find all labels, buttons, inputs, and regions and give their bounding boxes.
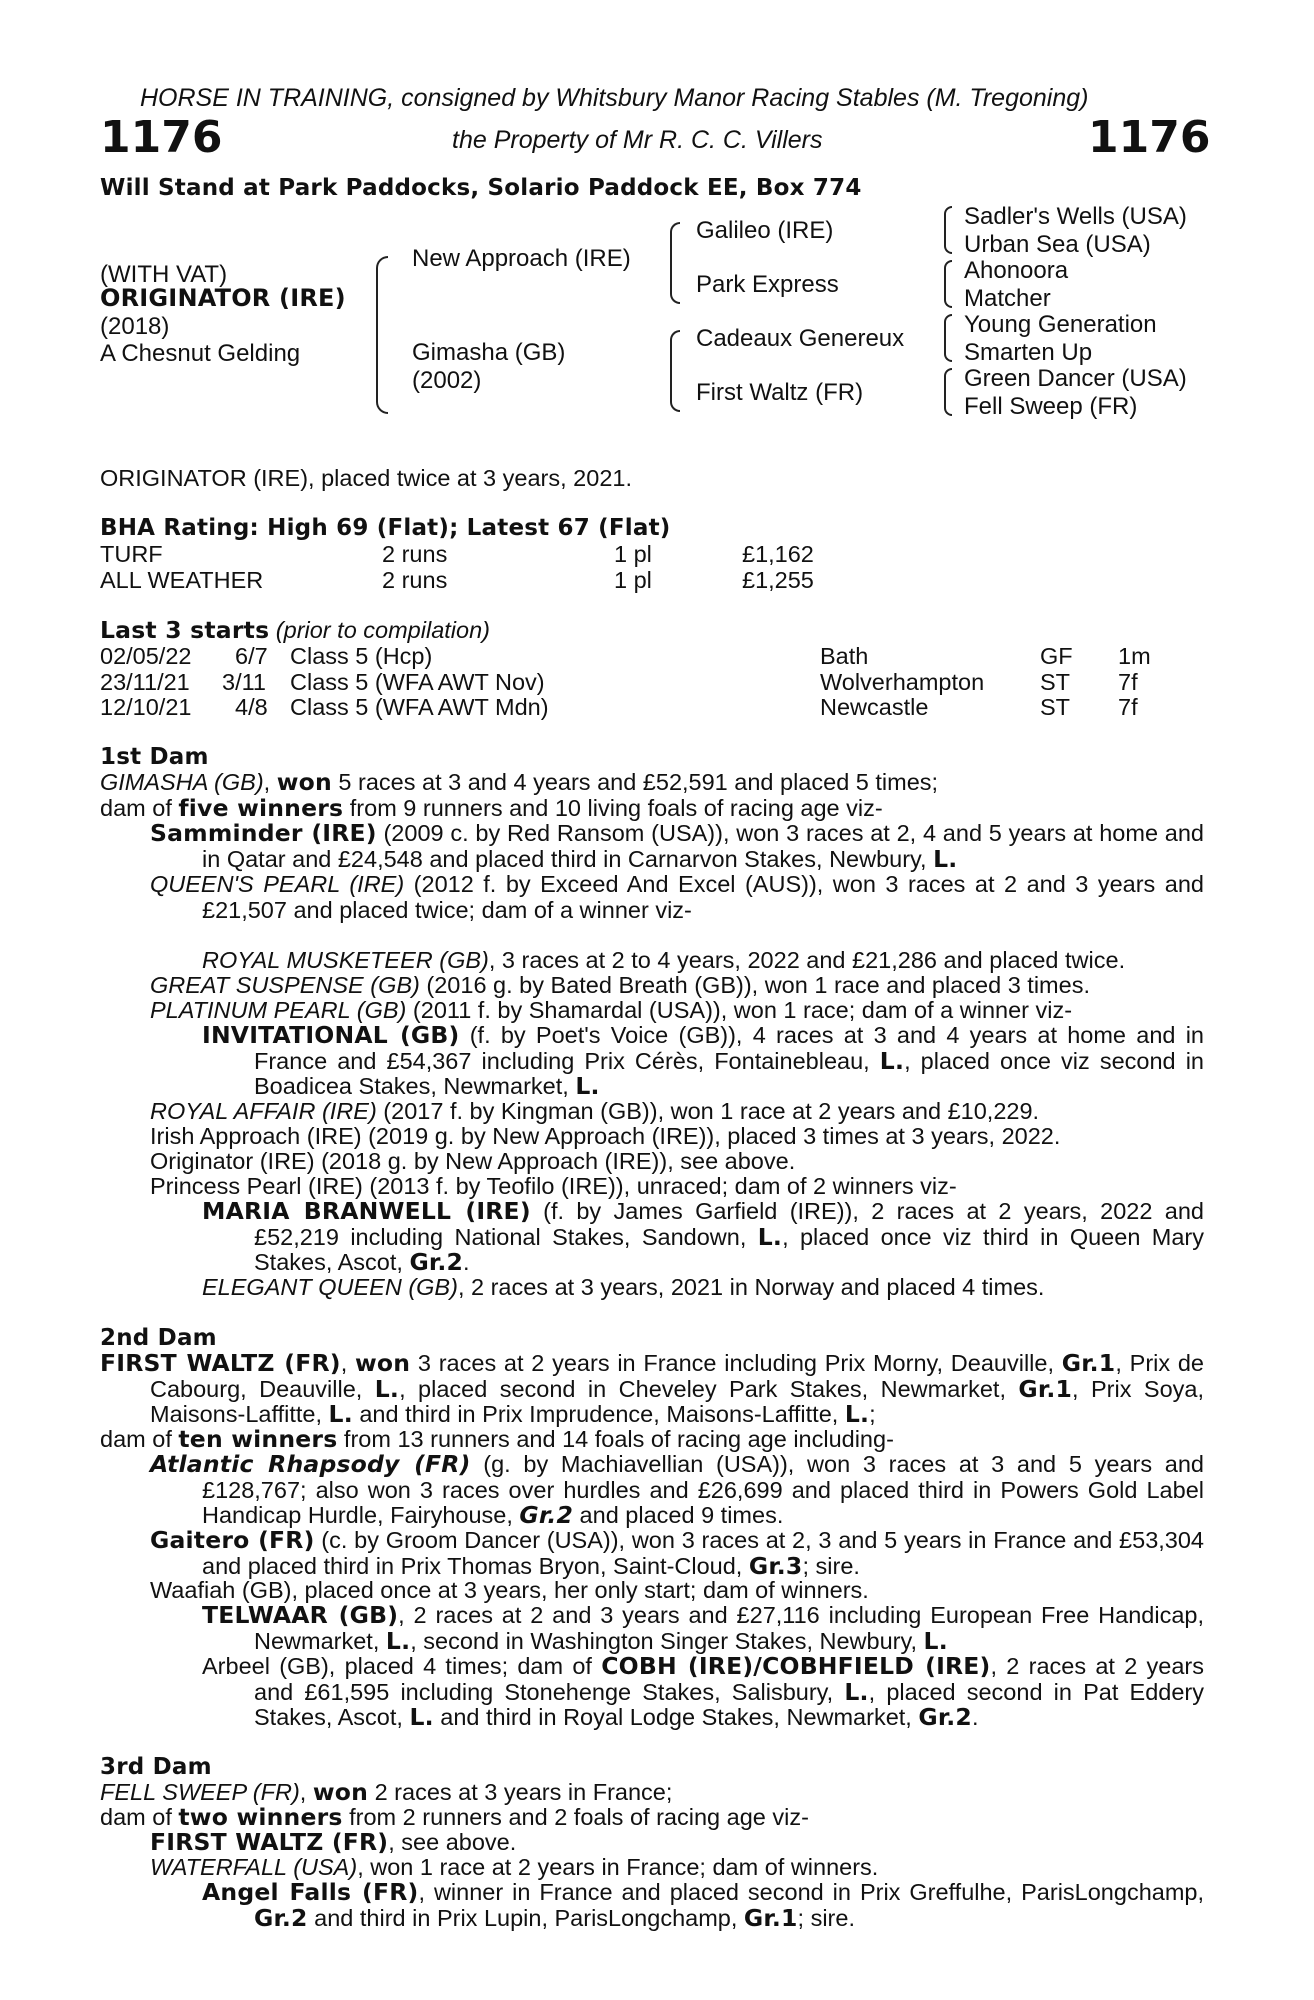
entry-first-waltz [150,1830,516,1856]
rating-placed: 1 pl [614,541,652,567]
first-waltz-text-2: Prix de Cabourg, Deauville, [150,1350,1204,1402]
telwaar-name: TELWAAR (GB) [202,1601,399,1629]
group2-tag: Gr.2 [519,1501,574,1529]
entry-gaitero [150,1528,1204,1579]
waterfall-text: , won 1 race at 2 years in France; dam of winners. [357,1854,879,1880]
first-waltz-won: won [354,1349,411,1377]
great-suspense-text: (2016 g. by Bated Breath (GB)), won 1 race and placed 3 times. [419,972,1090,998]
listed-tag: L. [933,844,958,873]
group1-tag: Gr.1 [1018,1374,1073,1403]
first-waltz-name: FIRST WALTZ (FR) [100,1349,341,1377]
start-race: Class 5 (WFA AWT Nov) [290,669,545,695]
start-going: ST [1040,669,1071,695]
waterfall-name: WATERFALL (USA) [150,1854,358,1880]
dam3-record [100,1780,672,1806]
listed-tag: L. [879,1046,905,1075]
dam-sire: Cadeaux Genereux [696,325,905,352]
granddam-4: Fell Sweep (FR) [964,393,1138,420]
horse-name: ORIGINATOR (IRE) [100,284,346,312]
dam2-produce-text: from 13 runners and 14 foals of racing age including- [337,1426,894,1452]
dam1-winners: five winners [178,794,344,822]
invitational-name: INVITATIONAL (GB) [202,1021,460,1049]
g-brace-1 [944,206,952,254]
start-race: Class 5 (Hcp) [290,643,433,669]
start-distance: 7f [1118,669,1138,695]
gaitero-text-2: ; sire. [802,1552,860,1579]
listed-tag: L. [385,1626,411,1655]
entry-irish-approach: Irish Approach (IRE) (2019 g. by New Approach (IRE)), placed 3 times at 3 years, 2022. [150,1123,1061,1149]
start-going: ST [1040,694,1071,720]
bha-rating: BHA Rating: High 69 (Flat); Latest 67 (Flat) [100,515,671,541]
horse-description: A Chesnut Gelding [100,340,301,367]
sep: , [1115,1350,1130,1376]
consignment-line: HORSE IN TRAINING, consigned by Whitsbury Manor Racing Stables (M. Tregoning) [140,84,1089,112]
group1-tag: Gr.1 [743,1903,798,1932]
entry-angel-falls [202,1880,1204,1931]
lot-number-right: 1176 [1088,112,1211,163]
invitational-text: (f. by Poet's Voice (GB)), 4 races at 3 and 4 years at home and in France and £54,367 including Prix Cérès, Fontainebleau, [254,1022,1204,1074]
start-date: 12/10/21 [100,694,192,720]
last-starts-heading [100,618,490,644]
maria-branwell-text-2: , placed once viz third in Queen Mary Stakes, Ascot, [254,1223,1204,1275]
semicolon: ; [869,1401,876,1427]
granddam-1: Urban Sea (USA) [964,231,1151,258]
queens-pearl-text: (2012 f. by Exceed And Excel (AUS)), won 3 races at 2 and 3 years and £21,507 and placed twice; dam of a winner viz- [202,871,1204,923]
dam-year: (2002) [412,367,482,394]
queens-pearl-name: QUEEN'S PEARL (IRE) [150,871,405,897]
invitational-text-2: , placed once viz second in Boadicea Stakes, Newmarket, [254,1047,1204,1099]
listed-tag: L. [757,1222,783,1251]
entry-originator: Originator (IRE) (2018 g. by New Approach (IRE)), see above. [150,1148,796,1174]
entry-waterfall [150,1855,878,1881]
start-course: Wolverhampton [820,669,985,695]
royal-musketeer-text: , 3 races at 2 to 4 years, 2022 and £21,286 and placed twice. [488,947,1126,973]
fell-sweep-text: 2 races at 3 years in France; [368,1779,673,1805]
entry-elegant-queen [202,1275,1044,1301]
group1-tag: Gr.1 [1061,1349,1116,1377]
fell-sweep-won: won [312,1778,369,1806]
start-position: 4/8 [235,694,268,720]
first-waltz-text-4: Prix Soya, Maisons-Laffitte, [150,1375,1204,1427]
atlantic-rhapsody-name: Atlantic Rhapsody (FR) [150,1450,471,1478]
start-course: Newcastle [820,694,929,720]
listed-tag: L. [409,1703,434,1731]
entry-royal-affair [150,1099,1039,1125]
group2-tag: Gr.2 [254,1903,308,1932]
sep: , [340,1350,355,1376]
listed-tag: L. [575,1072,600,1100]
sire: New Approach (IRE) [412,245,631,272]
first-waltz-text-3: , placed second in Cheveley Park Stakes, Newmarket, [399,1375,1019,1402]
telwaar-text-2: , second in Washington Singer Stakes, Newbury, [410,1627,924,1654]
atlantic-rhapsody-text: (g. by Machiavellian (USA)), won 3 races at 3 and 5 years and £128,767; also won 3 races over hurdles and £26,699 and placed third in Powers Gold Label Handicap Hurdle, Fairyhouse, [202,1451,1205,1528]
angel-falls-name: Angel Falls (FR) [202,1878,419,1906]
start-going: GF [1040,643,1073,669]
cobh-name: COBH (IRE)/COBHFIELD (IRE) [601,1652,991,1680]
group2-tag: Gr.2 [918,1703,972,1731]
entry-waafiah: Waafiah (GB), placed once at 3 years, her only start; dam of winners. [150,1577,869,1603]
dam1-sep: , [263,769,277,795]
start-position: 3/11 [222,669,266,695]
group2-tag: Gr.2 [409,1248,464,1276]
entry-arbeel [202,1654,1204,1731]
first-waltz-text: , see above. [388,1829,517,1855]
dam1-produce [100,796,1210,822]
rating-earnings: £1,162 [742,541,814,567]
dam1-won: won [276,768,332,796]
start-distance: 1m [1118,643,1151,669]
sire-brace [670,222,680,304]
rating-placed: 1 pl [614,567,652,593]
last-starts-note: (prior to compilation) [275,617,490,643]
listed-tag: L. [844,1400,870,1428]
platinum-pearl-name: PLATINUM PEARL (GB) [150,997,407,1023]
dam2-winners: ten winners [178,1425,338,1453]
entry-atlantic-rhapsody [150,1452,1204,1529]
arbeel-text: Arbeel (GB), placed 4 times; dam of [202,1653,602,1679]
listed-tag: L. [328,1400,353,1428]
entry-samminder [150,821,1204,872]
vat-label: (WITH VAT) [100,261,228,288]
pedigree-brace [376,256,388,414]
entry-telwaar [202,1603,1204,1654]
grandsire-2: Ahonoora [964,257,1069,284]
maria-branwell-name: MARIA BRANWELL (IRE) [202,1197,531,1225]
start-distance: 7f [1118,694,1138,720]
cobh-text-2: , placed second in Pat Eddery Stakes, Ascot, [254,1678,1204,1730]
dam1-record [100,770,1210,796]
period: . [463,1249,470,1275]
great-suspense-name: GREAT SUSPENSE (GB) [150,972,420,998]
entry-princess-pearl: Princess Pearl (IRE) (2013 f. by Teofilo (IRE)), unraced; dam of 2 winners viz- [150,1173,957,1199]
gaitero-text: (c. by Groom Dancer (USA)), won 3 races at 2, 3 and 5 years in France and £53,304 and placed third in Prix Thomas Bryon, Saint-Cloud, [202,1527,1204,1579]
dam-dam: First Waltz (FR) [696,379,864,406]
rating-runs: 2 runs [382,567,448,593]
race-summary: ORIGINATOR (IRE), placed twice at 3 years, 2021. [100,465,632,491]
elegant-queen-name: ELEGANT QUEEN (GB) [202,1274,458,1300]
telwaar-text: , 2 races at 2 and 3 years and £27,116 including European Free Handicap, Newmarket, [254,1602,1204,1654]
dam2-produce [100,1427,894,1453]
dam-brace [670,330,680,412]
royal-affair-text: (2017 f. by Kingman (GB)), won 1 race at 2 years and £10,229. [376,1098,1040,1124]
sire-sire: Galileo (IRE) [696,217,834,244]
royal-musketeer-name: ROYAL MUSKETEER (GB) [202,947,489,973]
listed-tag: L. [374,1374,400,1403]
entry-queens-pearl [150,872,1204,923]
first-waltz-name: FIRST WALTZ (FR) [150,1828,389,1856]
dam3-damof: dam of [100,1804,179,1830]
dam3-winners: two winners [178,1803,343,1831]
period: . [971,1704,979,1730]
sep: , [1072,1375,1091,1402]
grandsire-3: Young Generation [964,311,1157,338]
cobh-text: , 2 races at 2 years and £61,595 including Stonehenge Stakes, Salisbury, [254,1653,1205,1705]
lot-number-left: 1176 [100,112,223,163]
angel-falls-text: , winner in France and placed second in Prix Greffulhe, ParisLongchamp, [418,1879,1205,1905]
rating-runs: 2 runs [382,541,448,567]
rating-surface: TURF [100,541,163,567]
property-line: the Property of Mr R. C. C. Villers [452,126,823,154]
granddam-2: Matcher [964,285,1051,312]
listed-tag: L. [844,1677,869,1706]
dam2-damof: dam of [100,1426,179,1452]
royal-affair-name: ROYAL AFFAIR (IRE) [150,1098,377,1124]
gaitero-name: Gaitero (FR) [150,1526,315,1554]
rating-surface: ALL WEATHER [100,567,264,593]
granddam-3: Smarten Up [964,339,1093,366]
elegant-queen-text: , 2 races at 3 years, 2021 in Norway and placed 4 times. [457,1274,1045,1300]
dam1-damof: dam of [100,795,179,821]
entry-great-suspense [150,973,1090,999]
start-course: Bath [820,643,869,669]
start-date: 23/11/21 [100,669,190,695]
horse-year: (2018) [100,313,170,340]
entry-platinum-pearl [150,998,1072,1024]
g-brace-3 [944,314,952,362]
dam1-title: 1st Dam [100,744,209,770]
dam3-produce [100,1805,809,1831]
dam2-record [100,1351,1204,1428]
listed-tag: L. [923,1626,948,1655]
cobh-text-3: and third in Royal Lodge Stakes, Newmarket, [433,1704,919,1730]
group3-tag: Gr.3 [748,1551,803,1580]
atlantic-rhapsody-text-2: and placed 9 times. [573,1502,784,1528]
maria-branwell-text: (f. by James Garfield (IRE)), 2 races at 2 years, 2022 and £52,219 including National Stakes, Sandown, [254,1198,1204,1250]
first-waltz-text-5: and third in Prix Imprudence, Maisons-Laffitte, [352,1401,845,1427]
last-starts-title: Last 3 starts [100,616,270,644]
platinum-pearl-text: (2011 f. by Shamardal (USA)), won 1 race; dam of a winner viz- [406,997,1073,1023]
samminder-name: Samminder (IRE) [150,819,377,847]
first-waltz-text: 3 races at 2 years in France including Prix Morny, Deauville, [410,1350,1062,1376]
dam1-name: GIMASHA (GB) [100,769,264,795]
dam1-produce-text: from 9 runners and 10 living foals of racing age viz- [343,795,883,821]
rating-earnings: £1,255 [742,567,814,593]
sep: , [299,1779,313,1805]
start-position: 6/7 [235,643,268,669]
grandsire-4: Green Dancer (USA) [964,365,1187,392]
sire-dam: Park Express [696,271,839,298]
dam: Gimasha (GB) [412,339,566,366]
angel-falls-text-2: and third in Prix Lupin, ParisLongchamp, [307,1904,744,1931]
g-brace-4 [944,368,952,416]
stand-location: Will Stand at Park Paddocks, Solario Paddock EE, Box 774 [100,175,862,201]
angel-falls-text-3: ; sire. [797,1904,855,1931]
entry-invitational [202,1023,1204,1100]
samminder-text: (2009 c. by Red Ransom (USA)), won 3 races at 2, 4 and 5 years at home and in Qatar and £24,548 and placed third in Carnarvon Stakes, Newbury, [202,820,1204,872]
dam3-title: 3rd Dam [100,1754,212,1780]
fell-sweep-name: FELL SWEEP (FR) [100,1779,300,1805]
dam2-title: 2nd Dam [100,1325,217,1351]
entry-royal-musketeer [202,948,1125,974]
grandsire-1: Sadler's Wells (USA) [964,203,1187,230]
dam1-record-text: 5 races at 3 and 4 years and £52,591 and placed 5 times; [331,769,939,795]
g-brace-2 [944,260,952,308]
entry-maria-branwell [202,1199,1204,1276]
start-race: Class 5 (WFA AWT Mdn) [290,694,549,720]
dam3-produce-text: from 2 runners and 2 foals of racing age viz- [342,1804,809,1830]
start-date: 02/05/22 [100,643,192,669]
